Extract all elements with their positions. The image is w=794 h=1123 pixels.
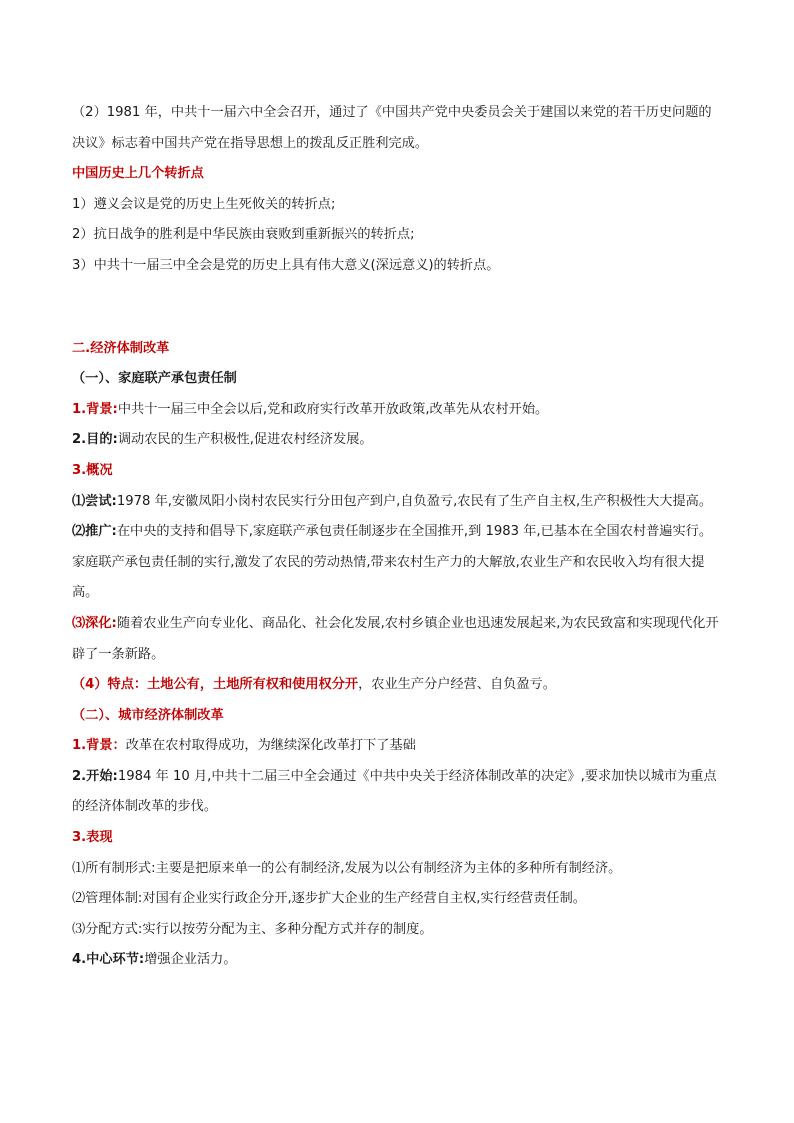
- section-2-heading: 二.经济体制改革: [72, 340, 170, 356]
- urban-background-text: 改革在农村取得成功，为继续深化改革打下了基础: [125, 738, 416, 754]
- background-text: 中共十一届三中全会以后,党和政府实行改革开放政策,改革先从农村开始。: [117, 401, 549, 417]
- purpose-label: 2.目的:: [72, 432, 118, 448]
- central-text: 增强企业活力。: [144, 952, 237, 968]
- turning-point-item-3: 3）中共十一届三中全会是党的历史上具有伟大意义(深远意义)的转折点。: [72, 257, 500, 273]
- urban-background-label: 1.背景：: [72, 738, 126, 754]
- section-spacer: [72, 282, 724, 334]
- features-paragraph: [72, 670, 724, 701]
- promotion-label: ⑵推广:: [72, 524, 117, 540]
- performance-item-1: ⑴所有制形式:主要是把原来单一的公有制经济,发展为以公有制经济为主体的多种所有制经济。: [72, 860, 622, 876]
- trial-paragraph: [72, 487, 724, 518]
- start-text: 1984 年 10 月,中共十二届三中全会通过《中共中央关于经济体制改革的决定》,要求加快以城市为重点的经济体制改革的步伐。: [72, 768, 717, 815]
- part-1-heading: （一）、家庭联产承包责任制: [72, 371, 237, 387]
- paragraph-1981-resolution: （2）1981 年，中共十一届六中全会召开，通过了《中国共产党中央委员会关于建国以来党的若干历史问题的决议》标志着中国共产党在指导思想上的拨乱反正胜利完成。: [72, 105, 712, 151]
- features-label: （4）特点：土地公有，土地所有权和使用权分开: [72, 677, 359, 693]
- turning-point-item-2: 2）抗日战争的胜利是中华民族由衰败到重新振兴的转折点;: [72, 227, 415, 243]
- promotion-text: 在中央的支持和倡导下,家庭联产承包责任制逐步在全国推开,到 1983 年,已基本在全国农村普遍实行。家庭联产承包责任制的实行,激发了农民的劳动热情,带来农村生产力的大解放,农业生产和农民收入均有很大提高。: [72, 524, 713, 601]
- background-label: 1.背景:: [72, 401, 118, 417]
- part-2-start: [72, 762, 724, 823]
- performance-item-2: ⑵管理体制:对国有企业实行政企分开,逐步扩大企业的生产经营自主权,实行经营责任制。: [72, 891, 586, 907]
- trial-text: 1978 年,安徽凤阳小岗村农民实行分田包产到户,自负盈亏,农民有了生产自主权,生产积极性大大提高。: [116, 493, 713, 509]
- turning-point-item-1: 1）遵义会议是党的历史上生死攸关的转折点;: [72, 196, 336, 212]
- deepening-label: ⑶深化:: [72, 615, 117, 631]
- deepening-paragraph: [72, 609, 724, 670]
- central-label: 4.中心环节:: [72, 952, 145, 968]
- part-2-background: [72, 731, 724, 762]
- performance-item-3: ⑶分配方式:实行以按劳分配为主、多种分配方式并存的制度。: [72, 921, 433, 937]
- part-2-heading: （二）、城市经济体制改革: [72, 707, 224, 723]
- part-1-purpose: [72, 425, 724, 456]
- deepening-text: 随着农业生产向专业化、商品化、社会化发展,农村乡镇企业也迅速发展起来,为农民致富和实现现代化开辟了一条新路。: [72, 615, 719, 662]
- features-text: ，农业生产分户经营、自负盈亏。: [358, 677, 556, 693]
- central-link: [72, 945, 724, 976]
- performance-heading: 3.表现: [72, 830, 113, 846]
- overview-heading: 3.概况: [72, 462, 113, 478]
- start-label: 2.开始:: [72, 768, 118, 784]
- document-page: [72, 98, 724, 976]
- turning-points-heading: 中国历史上几个转折点: [72, 166, 204, 182]
- purpose-text: 调动农民的生产积极性,促进农村经济发展。: [117, 432, 373, 448]
- trial-label: ⑴尝试:: [72, 493, 117, 509]
- promotion-paragraph: [72, 517, 724, 609]
- part-1-background: [72, 395, 724, 426]
